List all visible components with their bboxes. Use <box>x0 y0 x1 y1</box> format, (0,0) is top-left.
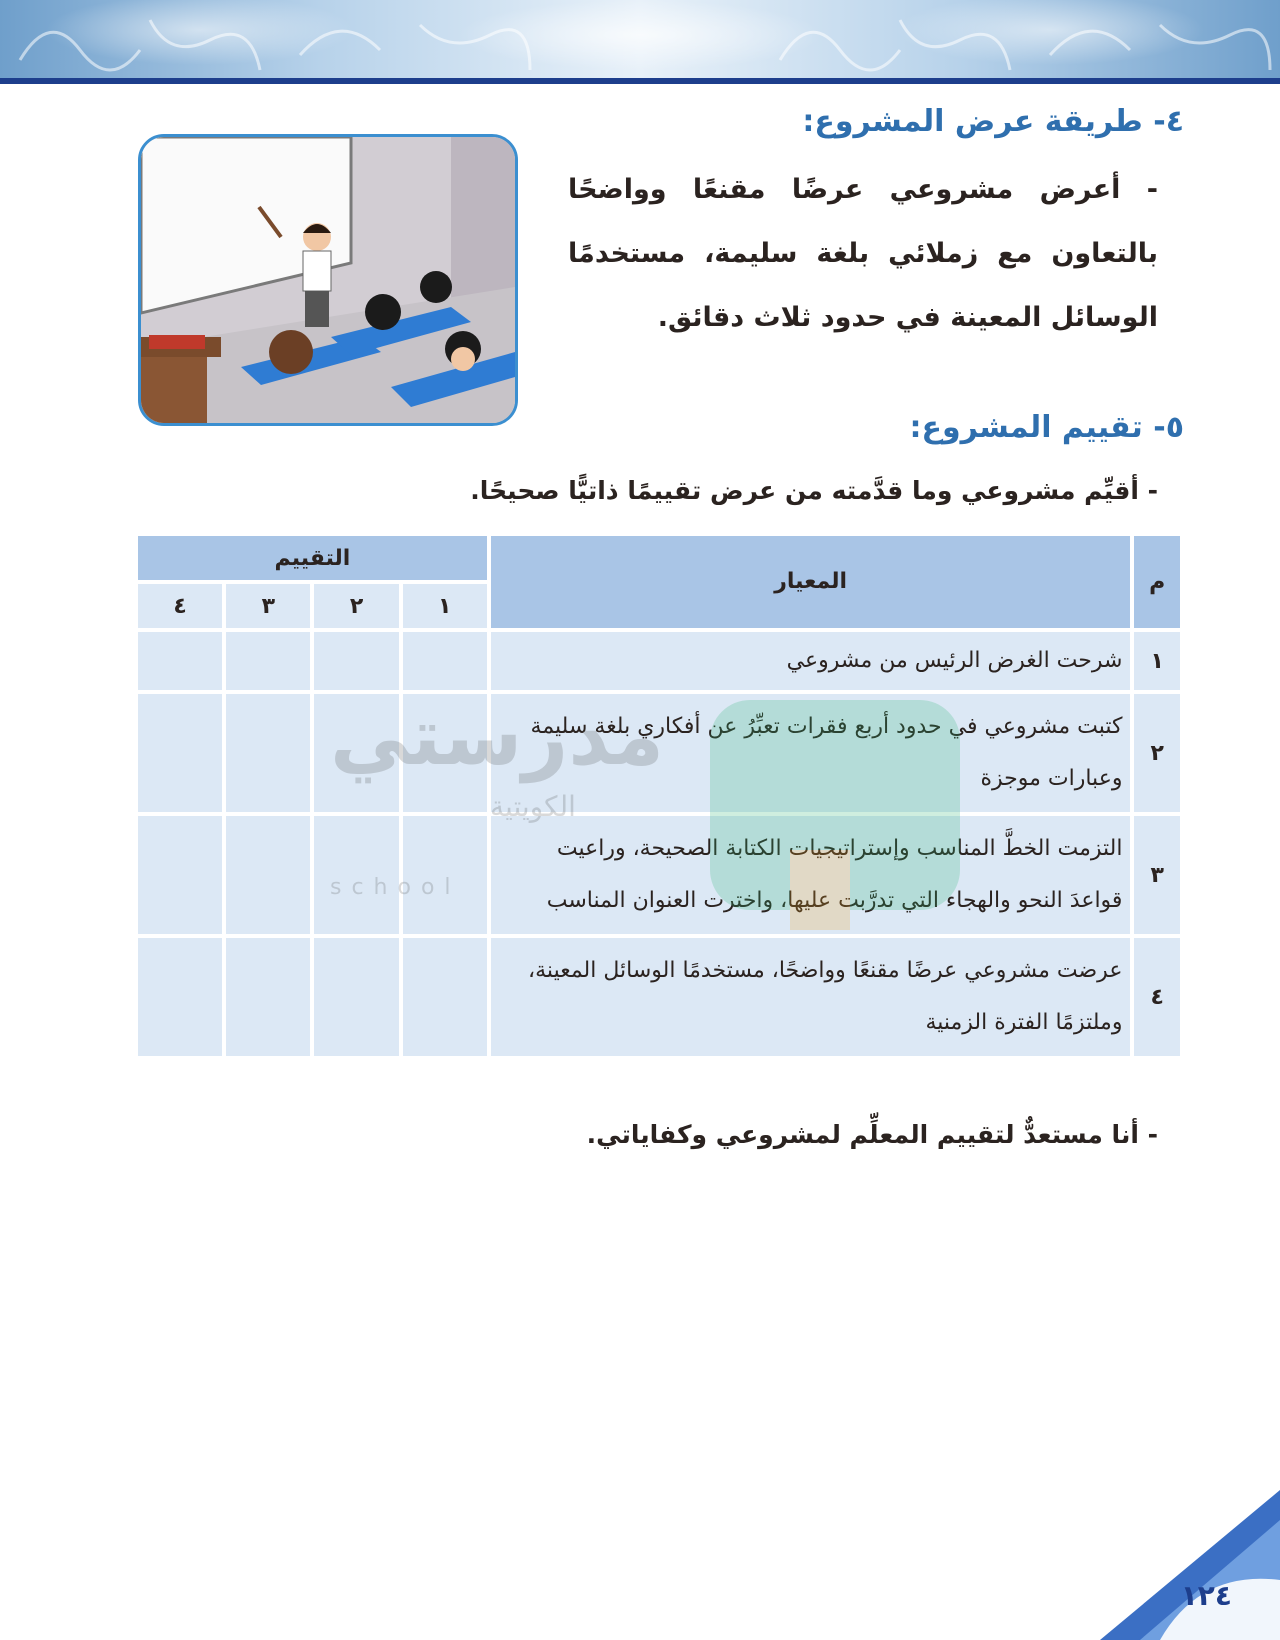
header-num: م <box>1134 536 1180 628</box>
page-number: ١٢٤ <box>1180 1579 1232 1612</box>
closing-statement: - أنا مستعدٌّ لتقييم المعلِّم لمشروعي وكفاياتي. <box>586 1120 1158 1149</box>
section-5-title: ٥- تقييم المشروع: <box>909 410 1184 445</box>
row-criterion: كتبت مشروعي في حدود أربع فقرات تعبِّرُ عن أفكاري بلغة سليمة وعبارات موجزة <box>491 694 1131 812</box>
row-criterion: عرضت مشروعي عرضًا مقنعًا وواضحًا، مستخدمًا الوسائل المعينة، وملتزمًا الفترة الزمنية <box>491 938 1131 1056</box>
table-row <box>138 938 1180 1056</box>
table-row <box>138 694 1180 812</box>
score-cell[interactable] <box>403 816 487 934</box>
score-cell[interactable] <box>314 938 398 1056</box>
header-rating: التقييم <box>138 536 487 580</box>
score-cell[interactable] <box>138 816 222 934</box>
rating-level-1: ١ <box>403 584 487 628</box>
score-cell[interactable] <box>314 694 398 812</box>
row-criterion: التزمت الخطَّ المناسب وإستراتيجيات الكتابة الصحيحة، وراعيت قواعدَ النحو والهجاء التي تدرَّبت عليها، واخترت العنوان المناسب <box>491 816 1131 934</box>
classroom-illustration <box>138 134 518 426</box>
page-corner-ornament <box>1100 1490 1280 1640</box>
table-row <box>138 632 1180 690</box>
row-num: ٤ <box>1134 938 1180 1056</box>
score-cell[interactable] <box>314 632 398 690</box>
watermark-latin: school <box>330 875 461 900</box>
score-cell[interactable] <box>226 938 310 1056</box>
calligraphy-pattern <box>0 0 1280 78</box>
row-num: ٣ <box>1134 816 1180 934</box>
decorative-header-banner <box>0 0 1280 78</box>
rating-level-2: ٢ <box>314 584 398 628</box>
score-cell[interactable] <box>226 694 310 812</box>
section-5-instruction: - أقيِّم مشروعي وما قدَّمته من عرض تقييمًا ذاتيًّا صحيحًا. <box>470 476 1158 505</box>
score-cell[interactable] <box>403 694 487 812</box>
header-rule <box>0 78 1280 84</box>
score-cell[interactable] <box>403 632 487 690</box>
row-num: ٢ <box>1134 694 1180 812</box>
watermark-sub: الكويتية <box>490 790 576 823</box>
score-cell[interactable] <box>314 816 398 934</box>
score-cell[interactable] <box>226 816 310 934</box>
evaluation-table <box>134 532 1184 1060</box>
score-cell[interactable] <box>226 632 310 690</box>
row-criterion: شرحت الغرض الرئيس من مشروعي <box>491 632 1131 690</box>
section-4-title: ٤- طريقة عرض المشروع: <box>802 104 1184 139</box>
score-cell[interactable] <box>138 632 222 690</box>
row-num: ١ <box>1134 632 1180 690</box>
table-row <box>138 816 1180 934</box>
header-criterion: المعيار <box>491 536 1131 628</box>
score-cell[interactable] <box>403 938 487 1056</box>
section-4-body: - أعرض مشروعي عرضًا مقنعًا وواضحًا بالتعاون مع زملائي بلغة سليمة، مستخدمًا الوسائل المعينة في حدود ثلاث دقائق. <box>568 174 1158 333</box>
watermark-brand: مدرستي <box>330 690 665 783</box>
rating-level-4: ٤ <box>138 584 222 628</box>
score-cell[interactable] <box>138 694 222 812</box>
score-cell[interactable] <box>138 938 222 1056</box>
rating-level-3: ٣ <box>226 584 310 628</box>
